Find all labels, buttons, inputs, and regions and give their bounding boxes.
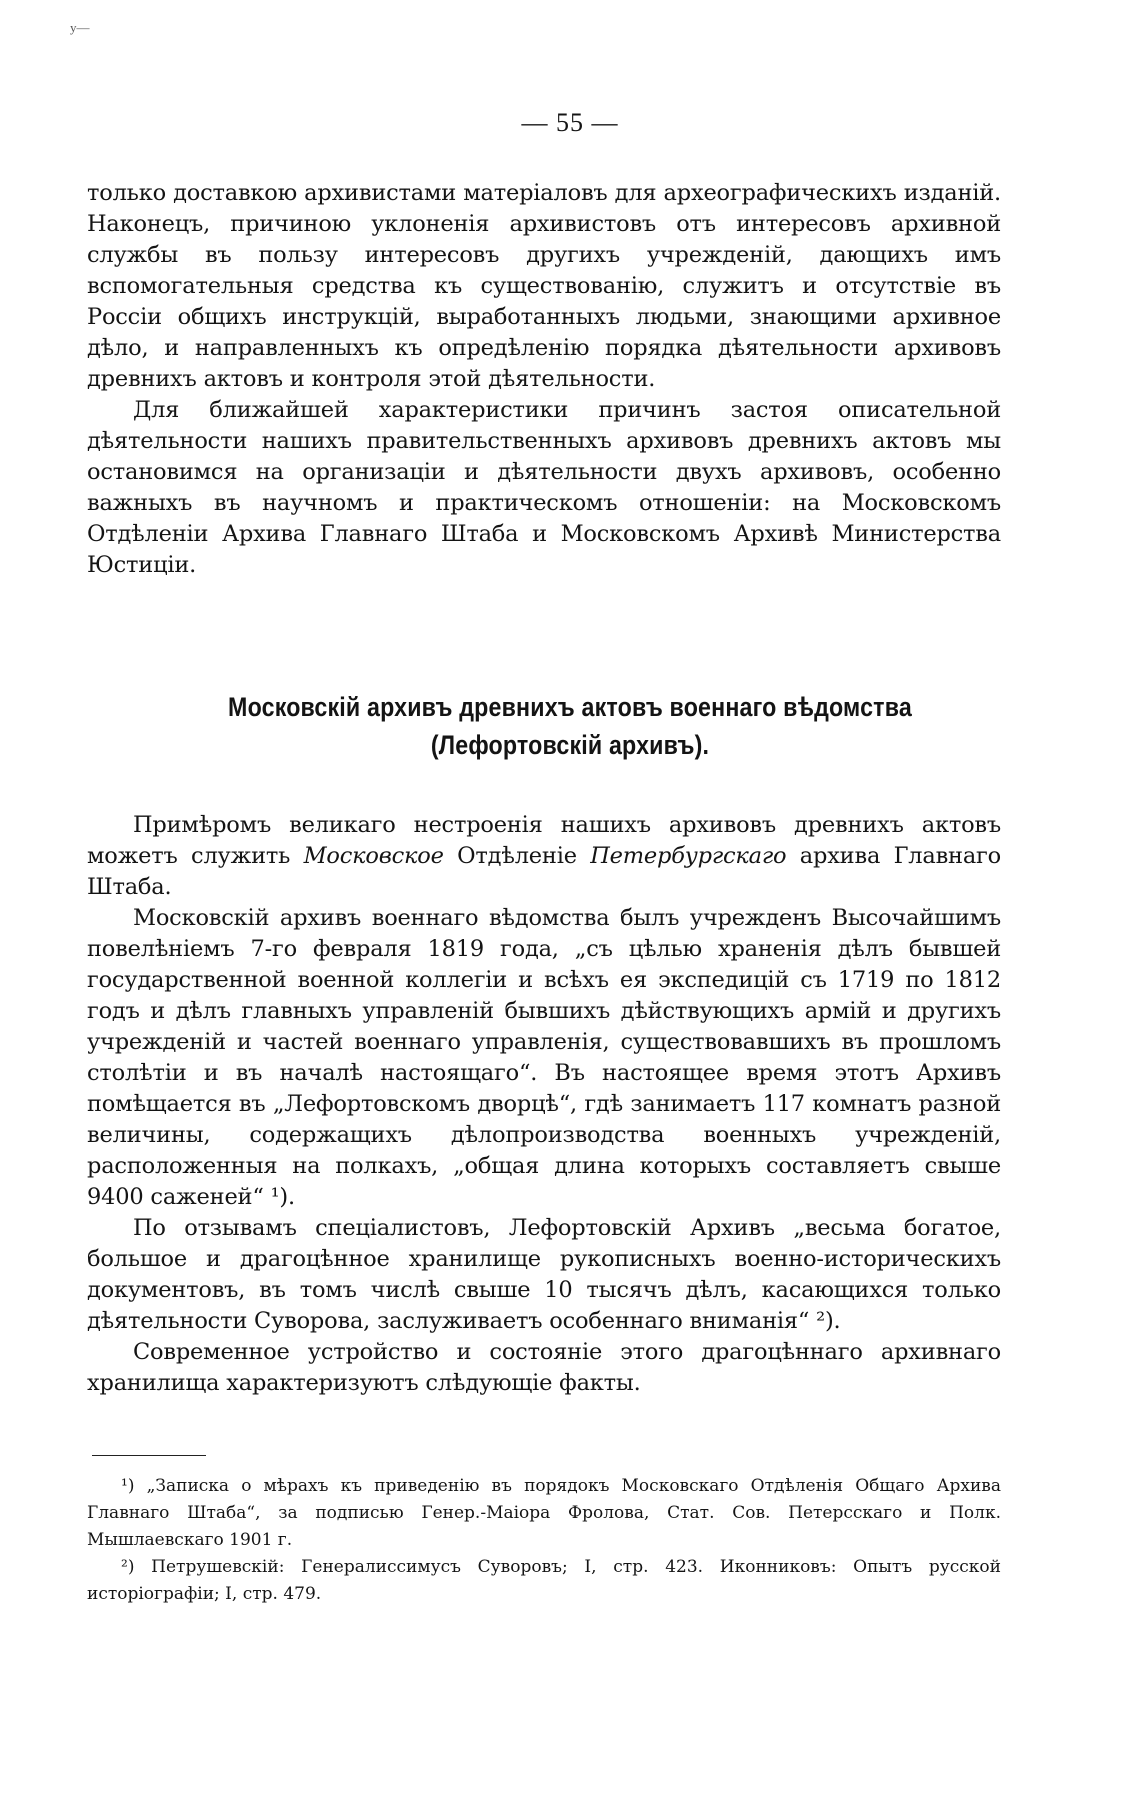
section-paragraph (87, 810, 1001, 903)
intro-paragraph: Для ближайшей характеристики причинъ застоя описательной дѣятельности нашихъ правительственныхъ архивовъ древнихъ актовъ мы остановимся на организаціи и дѣятельности двухъ архивовъ, особенно важныхъ въ научномъ и практическомъ отношеніи: на Московскомъ Отдѣленіи Архива Главнаго Штаба и Московскомъ Архивѣ Министерства Юстиціи. (87, 397, 1001, 578)
section-paragraph-text: Примѣромъ великаго нестроенія нашихъ архивовъ древнихъ актовъ можетъ служить (87, 812, 1001, 869)
intro-paragraph-continued: только доставкою архивистами матеріаловъ для археографическихъ изданій. Наконецъ, причиною уклоненія архивистовъ отъ интересовъ архивной службы въ пользу интересовъ другихъ учрежденій, дающихъ имъ вспомогательныя средства къ существованію, служитъ и отсутствіе въ Россіи общихъ инструкцій, выработанныхъ людьми, знающими архивное дѣло, и направленныхъ къ опредѣленію порядка дѣятельности архивовъ древнихъ актовъ и контроля этой дѣятельности. (87, 180, 1001, 392)
section-paragraph-text: архива Главнаго Штаба. (87, 843, 1001, 900)
section-heading (166, 688, 974, 764)
section-heading-line2: (Лефортовскій архивъ). (430, 730, 710, 760)
section-paragraph-text: Отдѣленіе (443, 843, 591, 869)
page-number: — 55 — (521, 108, 619, 137)
footnote: ²) Петрушевскій: Генералиссимусъ Суворовъ; I, стр. 423. Иконниковъ: Опытъ русской исторіографіи; I, стр. 479. (87, 1557, 1001, 1604)
footnote-divider (92, 1455, 206, 1456)
section-paragraph-italic: Петербургскаго (590, 843, 787, 869)
intro-text-block (87, 178, 1001, 581)
section-text-block (87, 810, 1001, 1399)
section-paragraph: Современное устройство и состояніе этого драгоцѣннаго архивнаго хранилища характеризуютъ слѣдующіе факты. (87, 1339, 1001, 1396)
section-heading-line1: Московскій архивъ древнихъ актовъ военнаго вѣдомства (228, 692, 912, 722)
section-paragraph: Московскій архивъ военнаго вѣдомства былъ учрежденъ Высочайшимъ повелѣніемъ 7-го февраля 1819 года, „съ цѣлью храненія дѣлъ бывшей государственной военной коллегіи и всѣхъ ея экспедицій съ 1719 по 1812 годъ и дѣлъ главныхъ управленій бывшихъ дѣйствующихъ армій и другихъ учрежденій и частей военнаго управленія, существовавшихъ въ прошломъ столѣтіи и въ началѣ настоящаго“. Въ настоящее время этотъ Архивъ помѣщается въ „Лефортовскомъ дворцѣ“, гдѣ занимаетъ 117 комнатъ разной величины, содержащихъ дѣлопроизводства военныхъ учрежденій, расположенныя на полкахъ, „общая длина которыхъ составляетъ свыше 9400 саженей“ ¹). (87, 905, 1001, 1210)
section-paragraph-italic: Московское (303, 843, 444, 869)
footnote: ¹) „Записка о мѣрахъ къ приведенію въ порядокъ Московскаго Отдѣленія Общаго Архива Главнаго Штаба“, за подписью Генер.-Маіора Фролова, Стат. Сов. Петерсскаго и Полк. Мышлаевскаго 1901 г. (87, 1476, 1001, 1550)
corner-mark: у— (70, 20, 90, 35)
footnotes (87, 1473, 1001, 1608)
section-paragraph: По отзывамъ спеціалистовъ, Лефортовскій Архивъ „весьма богатое, большое и драгоцѣнное хранилище рукописныхъ военно-историческихъ документовъ, въ томъ числѣ свыше 10 тысячъ дѣлъ, касающихся только дѣятельности Суворова, заслуживаетъ особеннаго вниманія“ ²). (87, 1215, 1001, 1334)
